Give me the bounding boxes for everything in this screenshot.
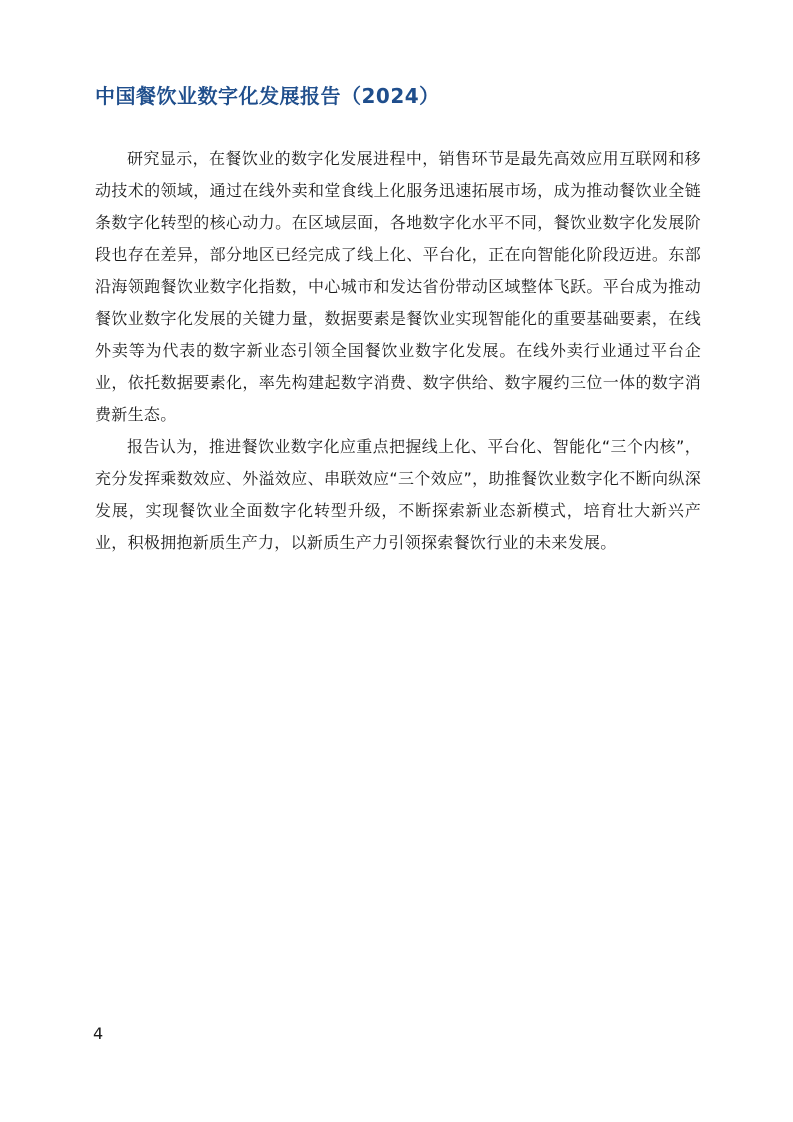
page-number: 4 [93,1024,104,1043]
report-title: 中国餐饮业数字化发展报告（2024） [95,84,440,108]
paragraph-report-conclusion: 报告认为，推进餐饮业数字化应重点把握线上化、平台化、智能化“三个内核”，充分发挥乘数效应、外溢效应、串联效应“三个效应”，助推餐饮业数字化不断向纵深发展，实现餐饮业全面数字化转型升级，不断探索新业态新模式，培育壮大新兴产业，积极拥抱新质生产力，以新质生产力引领探索餐饮行业的未来发展。 [95,437,701,552]
body-text [95,143,701,559]
paragraph-research-findings: 研究显示，在餐饮业的数字化发展进程中，销售环节是最先高效应用互联网和移动技术的领域，通过在线外卖和堂食线上化服务迅速拓展市场，成为推动餐饮业全链条数字化转型的核心动力。在区域层面，各地数字化水平不同，餐饮业数字化发展阶段也存在差异，部分地区已经完成了线上化、平台化，正在向智能化阶段迈进。东部沿海领跑餐饮业数字化指数，中心城市和发达省份带动区域整体飞跃。平台成为推动餐饮业数字化发展的关键力量，数据要素是餐饮业实现智能化的重要基础要素，在线外卖等为代表的数字新业态引领全国餐饮业数字化发展。在线外卖行业通过平台企业，依托数据要素化，率先构建起数字消费、数字供给、数字履约三位一体的数字消费新生态。 [95,149,701,424]
